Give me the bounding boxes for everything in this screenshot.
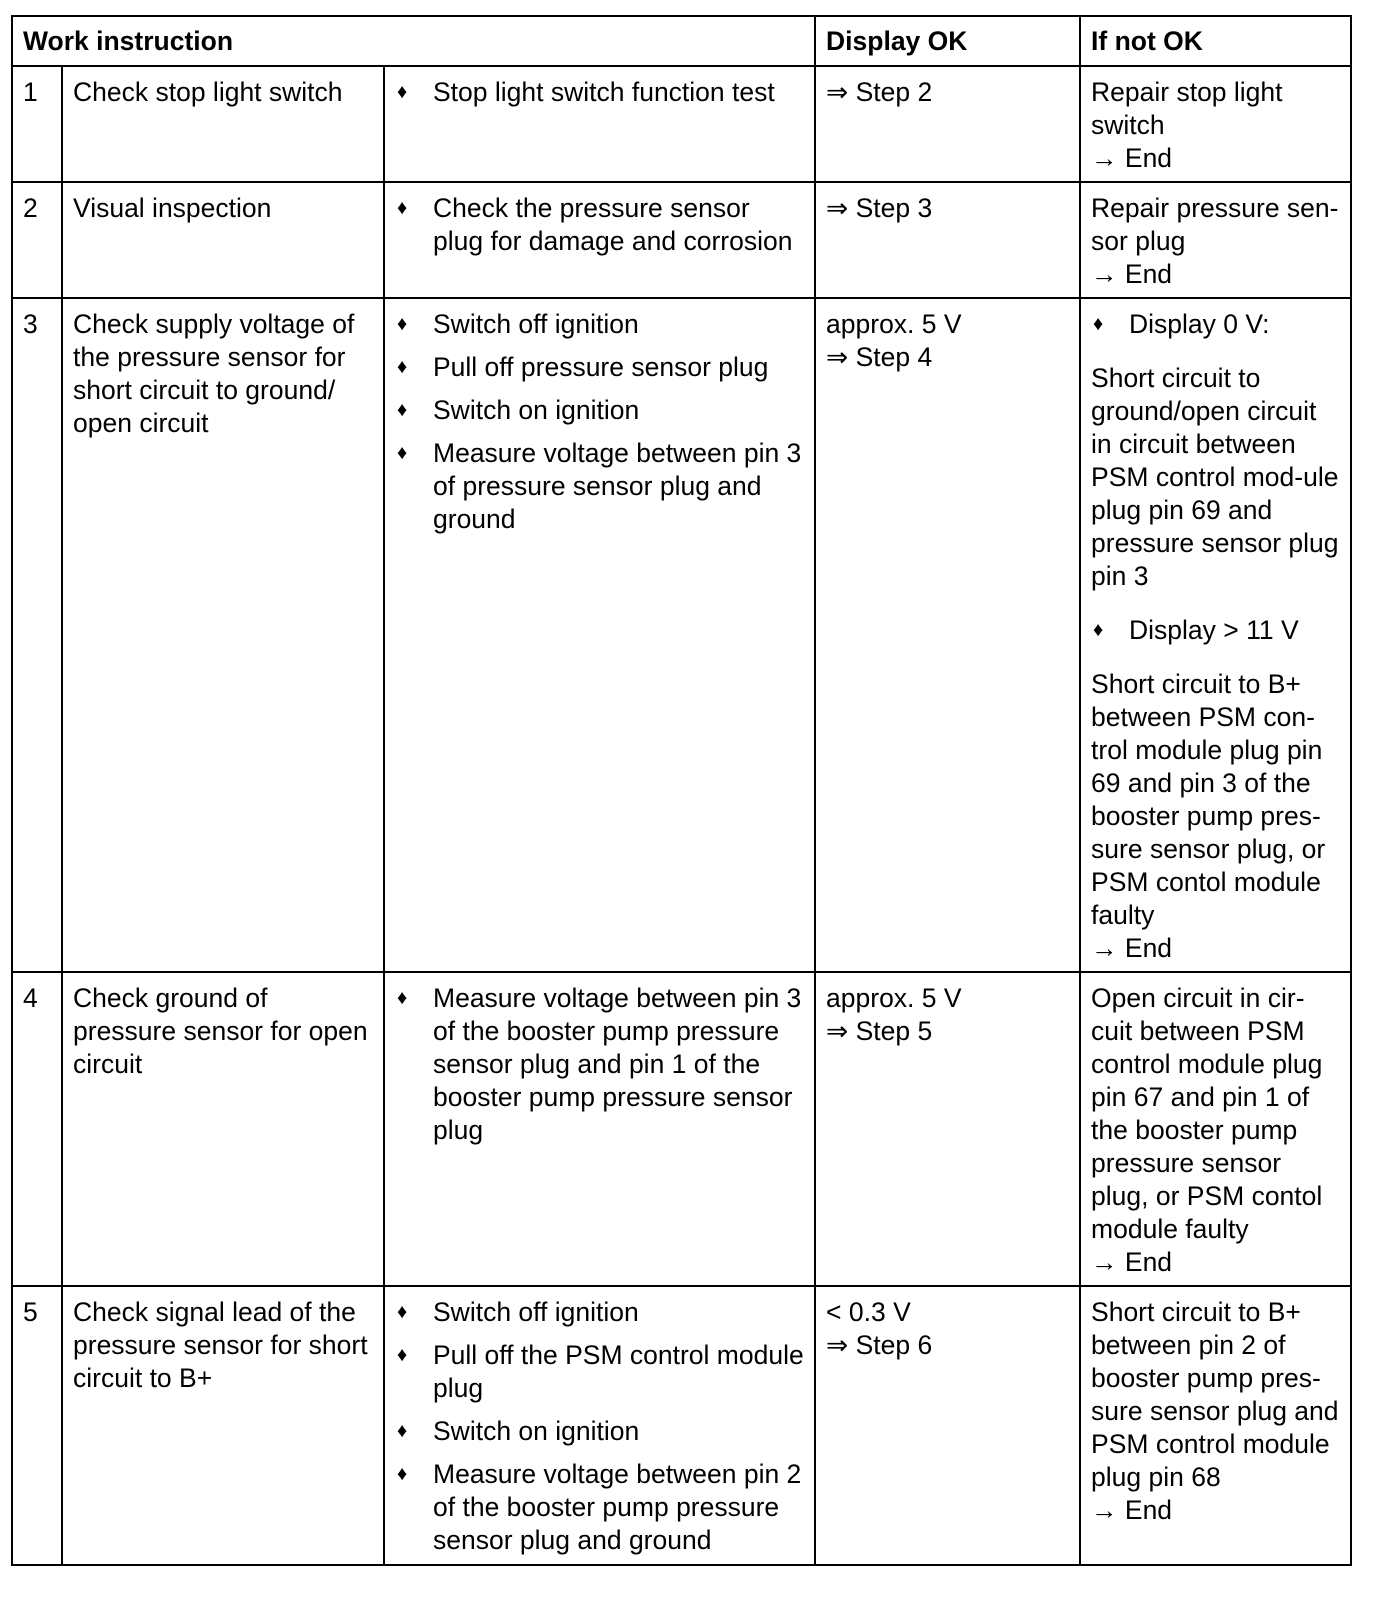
not-ok-condition: ♦ Display > 11 V (1093, 615, 1299, 645)
step-title: Check signal lead of the pressure sensor for short circuit to B+ (62, 1286, 384, 1565)
end-marker: → End (1091, 259, 1173, 289)
step-number: 5 (12, 1286, 62, 1565)
end-marker: → End (1091, 1247, 1173, 1277)
bullet-icon: ♦ (397, 1344, 408, 1366)
action-item: ♦ Measure voltage between pin 2 of the booster pump pressure sensor plug and ground (397, 1459, 802, 1555)
bullet-icon: ♦ (397, 1463, 408, 1485)
table-row (12, 182, 1351, 298)
table-row (12, 298, 1351, 972)
bullet-icon: ♦ (1093, 619, 1104, 641)
ok-text: < 0.3 V (826, 1297, 911, 1327)
action-item: ♦ Measure voltage between pin 3 of pressure sensor plug and ground (397, 438, 802, 534)
not-ok-text: Repair pressure sen-sor plug (1091, 193, 1339, 256)
end-marker: → End (1091, 933, 1173, 963)
work-instruction-table (11, 15, 1352, 1566)
action-item: ♦ Stop light switch function test (397, 77, 775, 107)
action-item: ♦ Pull off pressure sensor plug (397, 352, 769, 382)
ok-text: ⇒ Step 3 (826, 193, 933, 223)
bullet-icon: ♦ (1093, 313, 1104, 335)
display-ok-cell (815, 182, 1080, 298)
action-item: ♦ Switch off ignition (397, 1297, 639, 1327)
step-actions (384, 298, 815, 972)
step-actions (384, 972, 815, 1286)
step-actions (384, 182, 815, 298)
if-not-ok-cell (1080, 298, 1351, 972)
not-ok-text: Short circuit to B+ between PSM con-trol module plug pin 69 and pin 3 of the booster pump pres-sure sensor plug, or PSM contol module faulty (1091, 669, 1326, 930)
step-number: 1 (12, 66, 62, 182)
table-row (12, 972, 1351, 1286)
header-display-ok: Display OK (815, 16, 1080, 66)
bullet-icon: ♦ (397, 1420, 408, 1442)
end-marker: → End (1091, 143, 1173, 173)
bullet-icon: ♦ (397, 442, 408, 464)
table-row (12, 66, 1351, 182)
display-ok-cell (815, 298, 1080, 972)
step-actions (384, 66, 815, 182)
step-title: Check ground of pressure sensor for open circuit (62, 972, 384, 1286)
step-number: 3 (12, 298, 62, 972)
bullet-icon: ♦ (397, 356, 408, 378)
step-actions (384, 1286, 815, 1565)
action-item: ♦ Switch off ignition (397, 309, 639, 339)
step-title: Check stop light switch (62, 66, 384, 182)
ok-text: approx. 5 V (826, 983, 962, 1013)
bullet-icon: ♦ (397, 81, 408, 103)
header-row (12, 16, 1351, 66)
header-work-instruction: Work instruction (12, 16, 815, 66)
action-item: ♦ Measure voltage between pin 3 of the booster pump pressure sensor plug and pin 1 of the booster pump pressure sensor plug (397, 983, 802, 1145)
if-not-ok-cell (1080, 1286, 1351, 1565)
bullet-icon: ♦ (397, 987, 408, 1009)
step-title: Check supply voltage of the pressure sensor for short circuit to ground/ open circuit (62, 298, 384, 972)
ok-text: ⇒ Step 2 (826, 77, 933, 107)
step-number: 4 (12, 972, 62, 1286)
ok-text: ⇒ Step 6 (826, 1330, 933, 1360)
bullet-icon: ♦ (397, 313, 408, 335)
header-if-not-ok: If not OK (1080, 16, 1351, 66)
step-title: Visual inspection (62, 182, 384, 298)
not-ok-text: Open circuit in cir-cuit between PSM control module plug pin 67 and pin 1 of the booster pump pressure sensor plug, or PSM contol module faulty (1091, 983, 1323, 1244)
not-ok-text: Short circuit to B+ between pin 2 of booster pump pres-sure sensor plug and PSM control module plug pin 68 (1091, 1297, 1339, 1492)
if-not-ok-cell (1080, 182, 1351, 298)
ok-text: ⇒ Step 5 (826, 1016, 933, 1046)
not-ok-text: Repair stop light switch (1091, 77, 1283, 140)
display-ok-cell (815, 972, 1080, 1286)
bullet-icon: ♦ (397, 197, 408, 219)
if-not-ok-cell (1080, 66, 1351, 182)
bullet-icon: ♦ (397, 1301, 408, 1323)
not-ok-text: Short circuit to ground/open circuit in circuit between PSM control mod-ule plug pin 69 and pressure sensor plug pin 3 (1091, 363, 1339, 591)
action-item: ♦ Switch on ignition (397, 395, 640, 425)
not-ok-condition: ♦ Display 0 V: (1093, 309, 1270, 339)
if-not-ok-cell (1080, 972, 1351, 1286)
bullet-icon: ♦ (397, 399, 408, 421)
ok-text: ⇒ Step 4 (826, 342, 933, 372)
action-item: ♦ Pull off the PSM control module plug (397, 1340, 804, 1403)
table-row (12, 1286, 1351, 1565)
action-item: ♦ Check the pressure sensor plug for damage and corrosion (397, 193, 793, 256)
display-ok-cell (815, 1286, 1080, 1565)
display-ok-cell (815, 66, 1080, 182)
end-marker: → End (1091, 1495, 1173, 1525)
ok-text: approx. 5 V (826, 309, 962, 339)
action-item: ♦ Switch on ignition (397, 1416, 640, 1446)
step-number: 2 (12, 182, 62, 298)
